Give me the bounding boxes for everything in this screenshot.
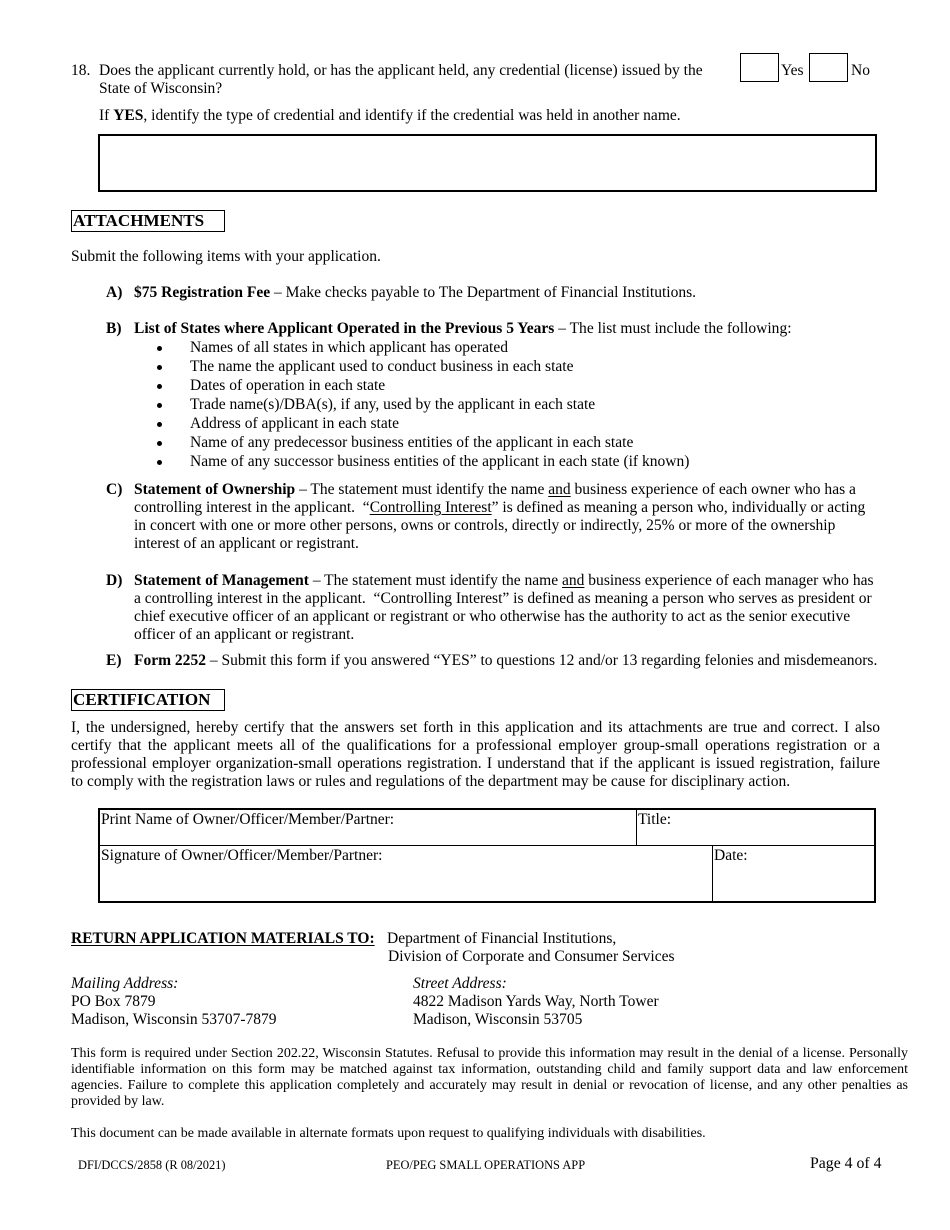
- attachments-intro: Submit the following items with your application.: [71, 248, 381, 265]
- bullet-icon: [157, 422, 162, 427]
- item-text: – The statement must identify the name: [295, 481, 549, 498]
- privacy-notice: [71, 1046, 908, 1110]
- item-text: – Make checks payable to The Department of Financial Institutions.: [270, 284, 697, 301]
- paragraph-line: I, the undersigned, hereby certify that the answers set forth in this application and its attachments are true and correct. I also: [71, 719, 880, 736]
- list-item: [106, 376, 689, 395]
- date-input[interactable]: [717, 881, 870, 898]
- paragraph-line: professional employer organization-small operations registration. I understand that if the applicant is issued registration, failure: [71, 755, 880, 772]
- paragraph-line: certify that the applicant meets all of the qualifications for a professional employer group-small operations registration or a: [71, 737, 880, 754]
- list-item-text: The name the applicant used to conduct business in each state: [190, 358, 574, 375]
- paragraph-line: This form is required under Section 202.22, Wisconsin Statutes. Refusal to provide this information may result in the denial of a license. Personally: [71, 1046, 908, 1061]
- item-title: Statement of Ownership: [134, 481, 296, 498]
- item-text: – Submit this form if you answered “YES” to questions 12 and/or 13 regarding felonies and misdemeanors.: [205, 652, 878, 669]
- print-name-label: Print Name of Owner/Officer/Member/Partner:: [101, 811, 395, 828]
- item-d-description: [134, 572, 874, 644]
- item-marker: D): [106, 572, 123, 589]
- form-title: PEO/PEG SMALL OPERATIONS APP: [386, 1158, 586, 1172]
- item-text: ” is defined as meaning a person who, individually or acting: [491, 499, 866, 516]
- no-label: No: [851, 62, 870, 79]
- list-item: [106, 357, 689, 376]
- bullet-icon: [157, 403, 162, 408]
- list-item-text: Names of all states in which applicant has operated: [190, 339, 508, 356]
- print-name-input[interactable]: [104, 825, 632, 842]
- paragraph-line: agencies. Failure to complete this application completely and accurately may result in denial or revocation of license, and any other penalties as: [71, 1078, 908, 1093]
- title-field[interactable]: [637, 810, 874, 846]
- item-title: Form 2252: [134, 652, 206, 669]
- item-title: $75 Registration Fee: [134, 284, 271, 301]
- item-line: in concert with one or more other persons, owns or controls, directly or indirectly, 25% or more of the ownership: [134, 517, 836, 534]
- underlined-text: and: [548, 481, 571, 498]
- item-c-description: [134, 481, 865, 553]
- return-materials-label: RETURN APPLICATION MATERIALS TO:: [71, 930, 375, 947]
- address-line: PO Box 7879: [71, 993, 156, 1010]
- item-b-description: [134, 320, 792, 338]
- item-marker: A): [106, 284, 123, 301]
- list-item-text: Name of any successor business entities of the applicant in each state (if known): [190, 453, 690, 470]
- instruction-bold: YES: [113, 107, 144, 124]
- item-line: [134, 481, 865, 499]
- signature-table: [98, 808, 876, 903]
- item-text: business experience of each manager who has: [584, 572, 874, 589]
- return-recipient: [387, 930, 675, 966]
- paragraph-line: provided by law.: [71, 1094, 165, 1109]
- signature-field[interactable]: [100, 846, 713, 901]
- list-item-text: Name of any predecessor business entities of the applicant in each state: [190, 434, 634, 451]
- paragraph-line: identifiable information on this form may be matched against tax information, outstanding child and family support data and law enforcement: [71, 1062, 908, 1077]
- signature-label: Signature of Owner/Officer/Member/Partner:: [101, 847, 383, 864]
- item-text: – The list must include the following:: [554, 320, 792, 337]
- list-item: [106, 414, 689, 433]
- print-name-field[interactable]: [100, 810, 637, 846]
- title-label: Title:: [638, 811, 672, 828]
- list-item-text: Dates of operation in each state: [190, 377, 386, 394]
- list-item: [106, 395, 689, 414]
- item-marker: E): [106, 652, 122, 669]
- recipient-line: Division of Corporate and Consumer Services: [388, 948, 675, 965]
- list-item: [106, 338, 689, 357]
- item-text: business experience of each owner who has a: [570, 481, 856, 498]
- address-line: Madison, Wisconsin 53705: [413, 1011, 583, 1028]
- bullet-icon: [157, 365, 162, 370]
- item-line: [134, 652, 877, 670]
- item-line: interest of an applicant or registrant.: [134, 535, 359, 552]
- list-item: [106, 433, 689, 452]
- item-line: [134, 572, 874, 590]
- item-a-description: [134, 284, 696, 302]
- question-18-number: 18.: [71, 62, 91, 79]
- credential-answer-field[interactable]: [98, 134, 877, 192]
- bullet-icon: [157, 460, 162, 465]
- address-line: 4822 Madison Yards Way, North Tower: [413, 993, 659, 1010]
- item-line: a controlling interest in the applicant. “Controlling Interest” is defined as meaning a person who serves as president or: [134, 590, 872, 607]
- item-text: – The statement must identify the name: [308, 572, 563, 589]
- list-item-text: Trade name(s)/DBA(s), if any, used by the applicant in each state: [190, 396, 596, 413]
- yes-label: Yes: [781, 62, 804, 79]
- yes-checkbox[interactable]: [740, 53, 779, 82]
- item-line: [134, 284, 696, 302]
- question-18-instruction: [99, 107, 681, 125]
- item-title: Statement of Management: [134, 572, 309, 589]
- bullet-icon: [157, 441, 162, 446]
- underlined-text: Controlling Interest: [369, 499, 492, 516]
- item-title: List of States where Applicant Operated in the Previous 5 Years: [134, 320, 555, 337]
- street-address-label: Street Address:: [413, 975, 507, 992]
- signature-input[interactable]: [104, 881, 708, 898]
- attachments-heading: ATTACHMENTS: [71, 210, 225, 232]
- item-marker: C): [106, 481, 123, 498]
- item-line: chief executive officer of an applicant or registrant or who otherwise has the authority to act as the senior executive: [134, 608, 851, 625]
- item-e-description: [134, 652, 877, 670]
- mailing-address: [71, 975, 277, 1029]
- item-line: [134, 320, 792, 338]
- form-number: DFI/DCCS/2858 (R 08/2021): [78, 1158, 226, 1172]
- recipient-line: Department of Financial Institutions,: [387, 930, 617, 947]
- address-line: Madison, Wisconsin 53707-7879: [71, 1011, 277, 1028]
- question-18-text: Does the applicant currently hold, or has the applicant held, any credential (license) issued by the State of Wisconsin?: [99, 62, 703, 97]
- item-line: [134, 499, 865, 517]
- underlined-text: and: [562, 572, 585, 589]
- accessibility-notice: This document can be made available in alternate formats upon request to qualifying individuals with disabilities.: [71, 1126, 706, 1141]
- certification-heading: CERTIFICATION: [71, 689, 225, 711]
- item-marker: B): [106, 320, 122, 337]
- list-item: [106, 452, 689, 471]
- no-checkbox[interactable]: [809, 53, 848, 82]
- title-input[interactable]: [641, 825, 870, 842]
- mailing-address-label: Mailing Address:: [71, 975, 179, 992]
- instruction-rest: , identify the type of credential and identify if the credential was held in another name.: [143, 107, 681, 124]
- date-field[interactable]: [713, 846, 874, 901]
- street-address: [413, 975, 659, 1029]
- paragraph-line: to comply with the registration laws or rules and regulations of the department may be cause for disciplinary action.: [71, 773, 791, 790]
- list-item-text: Address of applicant in each state: [190, 415, 399, 432]
- bullet-icon: [157, 384, 162, 389]
- instruction-prefix: If: [99, 107, 114, 124]
- certification-paragraph: [71, 719, 880, 791]
- states-requirements-list: [106, 338, 689, 471]
- item-line: officer of an applicant or registrant.: [134, 626, 355, 643]
- bullet-icon: [157, 346, 162, 351]
- date-label: Date:: [714, 847, 748, 864]
- page-number: Page 4 of 4: [810, 1155, 882, 1172]
- item-text: controlling interest in the applicant. “: [134, 499, 370, 516]
